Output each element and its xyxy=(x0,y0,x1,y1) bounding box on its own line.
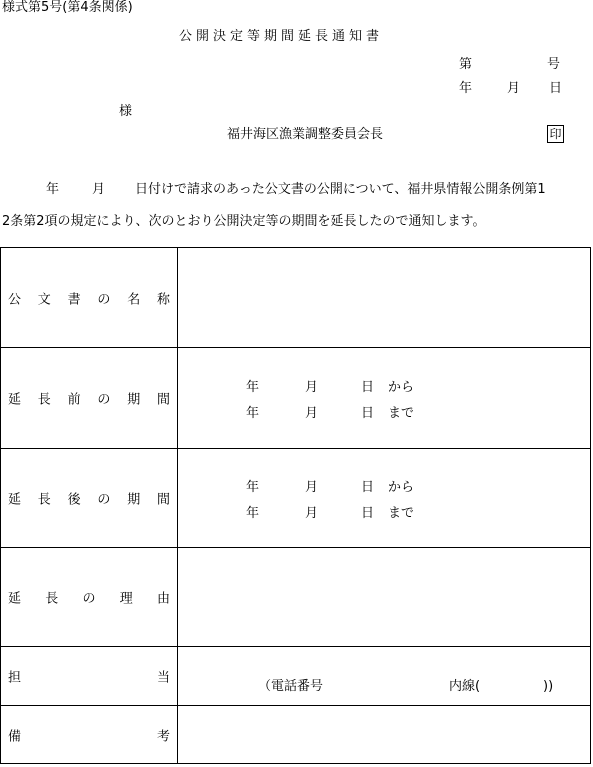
body-line1: 日付けで請求のあった公文書の公開について、福井県情報公開条例第1 xyxy=(135,182,546,197)
row-label-reason: 延 長 の 理 由 xyxy=(1,548,178,647)
addressee-suffix: 様 xyxy=(119,104,133,119)
issue-number-go: 号 xyxy=(547,57,561,72)
table-row xyxy=(1,706,591,764)
contact-field[interactable] xyxy=(178,647,591,706)
phone-label: （電話番号 xyxy=(258,679,324,694)
row-label-period-before: 延 長 前 の 期 間 xyxy=(1,348,178,449)
period-before-field[interactable]: 年 月 日 から 年 月 日 まで xyxy=(178,348,591,449)
issue-number-dai: 第 xyxy=(459,57,473,72)
form-reference: 様式第5号(第4条関係) xyxy=(2,0,133,15)
body-line2: 2条第2項の規定により、次のとおり公開決定等の期間を延長したので通知します。 xyxy=(2,214,486,229)
extension-close: )) xyxy=(543,679,554,694)
row-label-period-after: 延 長 後 の 期 間 xyxy=(1,449,178,548)
issue-date-month: 月 xyxy=(507,81,521,96)
document-name-field[interactable] xyxy=(178,248,591,348)
table-row xyxy=(1,248,591,348)
reason-field[interactable] xyxy=(178,548,591,647)
body-year: 年 xyxy=(46,182,60,197)
remarks-field[interactable] xyxy=(178,706,591,764)
issuer-name: 福井海区漁業調整委員会長 xyxy=(227,127,384,142)
table-row xyxy=(1,647,591,706)
notice-table xyxy=(0,247,591,764)
table-row xyxy=(1,348,591,449)
row-label-remarks: 備 考 xyxy=(1,706,178,764)
row-label-contact: 担 当 xyxy=(1,647,178,706)
period-after-field[interactable]: 年 月 日 から 年 月 日 まで xyxy=(178,449,591,548)
body-month: 月 xyxy=(92,182,106,197)
extension-label: 内線( xyxy=(449,679,481,694)
row-label-document-name: 公 文 書 の 名 称 xyxy=(1,248,178,348)
table-row xyxy=(1,449,591,548)
document-title: 公開決定等期間延長通知書 xyxy=(179,29,384,44)
issue-date-day: 日 xyxy=(549,81,563,96)
seal-mark: 印 xyxy=(547,125,564,143)
table-row xyxy=(1,548,591,647)
issue-date-year: 年 xyxy=(459,81,473,96)
